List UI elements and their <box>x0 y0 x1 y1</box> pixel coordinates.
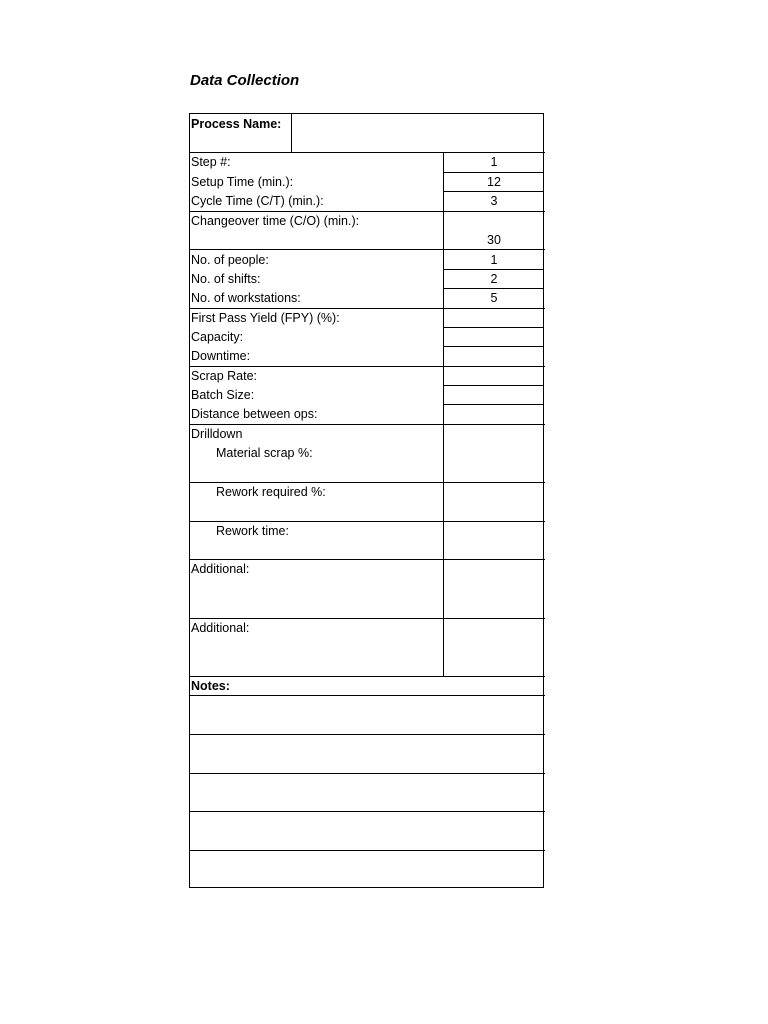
notes-label: Notes: <box>191 679 230 693</box>
shifts-value[interactable]: 2 <box>490 272 498 286</box>
process-name-label: Process Name: <box>191 117 282 131</box>
cell-line <box>443 346 544 347</box>
divider <box>190 482 545 483</box>
scrap-rate-label: Scrap Rate: <box>191 369 258 383</box>
cell-line <box>443 385 544 386</box>
additional-1-label: Additional: <box>191 562 250 576</box>
notes-line-5[interactable] <box>190 851 545 887</box>
divider <box>190 308 545 309</box>
divider <box>190 676 545 677</box>
workstations-label: No. of workstations: <box>191 291 301 305</box>
people-label: No. of people: <box>191 253 269 267</box>
people-value[interactable]: 1 <box>490 253 498 267</box>
divider <box>190 366 545 367</box>
rework-time-label: Rework time: <box>216 524 289 538</box>
rework-required-label: Rework required %: <box>216 485 326 499</box>
material-scrap-label: Material scrap %: <box>216 446 313 460</box>
divider <box>190 618 545 619</box>
batch-size-label: Batch Size: <box>191 388 255 402</box>
form-title: Data Collection <box>190 72 300 89</box>
shifts-label: No. of shifts: <box>191 272 261 286</box>
additional-2-label: Additional: <box>191 621 250 635</box>
fpy-label: First Pass Yield (FPY) (%): <box>191 311 340 325</box>
setup-time-value[interactable]: 12 <box>487 175 501 189</box>
cycle-time-value[interactable]: 3 <box>490 194 498 208</box>
divider <box>190 152 545 153</box>
capacity-label: Capacity: <box>191 330 244 344</box>
value-column-divider <box>443 152 444 677</box>
divider <box>190 211 545 212</box>
cell-line <box>443 327 544 328</box>
notes-line-2[interactable] <box>190 735 545 773</box>
workstations-value[interactable]: 5 <box>490 291 498 305</box>
process-name-field[interactable] <box>292 114 544 152</box>
drilldown-label: Drilldown <box>191 427 243 441</box>
divider <box>190 559 545 560</box>
changeover-label: Changeover time (C/O) (min.): <box>191 214 360 228</box>
divider <box>190 521 545 522</box>
cell-line <box>443 269 544 270</box>
cell-line <box>443 288 544 289</box>
step-label: Step #: <box>191 155 231 169</box>
divider <box>190 424 545 425</box>
notes-line-4[interactable] <box>190 812 545 850</box>
cell-line <box>443 404 544 405</box>
setup-time-label: Setup Time (min.): <box>191 175 294 189</box>
distance-label: Distance between ops: <box>191 407 318 421</box>
downtime-label: Downtime: <box>191 349 251 363</box>
notes-line-3[interactable] <box>190 774 545 811</box>
changeover-value[interactable]: 30 <box>487 233 501 247</box>
data-collection-form <box>189 113 544 888</box>
cell-line <box>443 191 544 192</box>
cell-line <box>443 172 544 173</box>
step-value[interactable]: 1 <box>490 155 498 169</box>
divider <box>190 249 545 250</box>
notes-line-1[interactable] <box>190 696 545 734</box>
cycle-time-label: Cycle Time (C/T) (min.): <box>191 194 324 208</box>
